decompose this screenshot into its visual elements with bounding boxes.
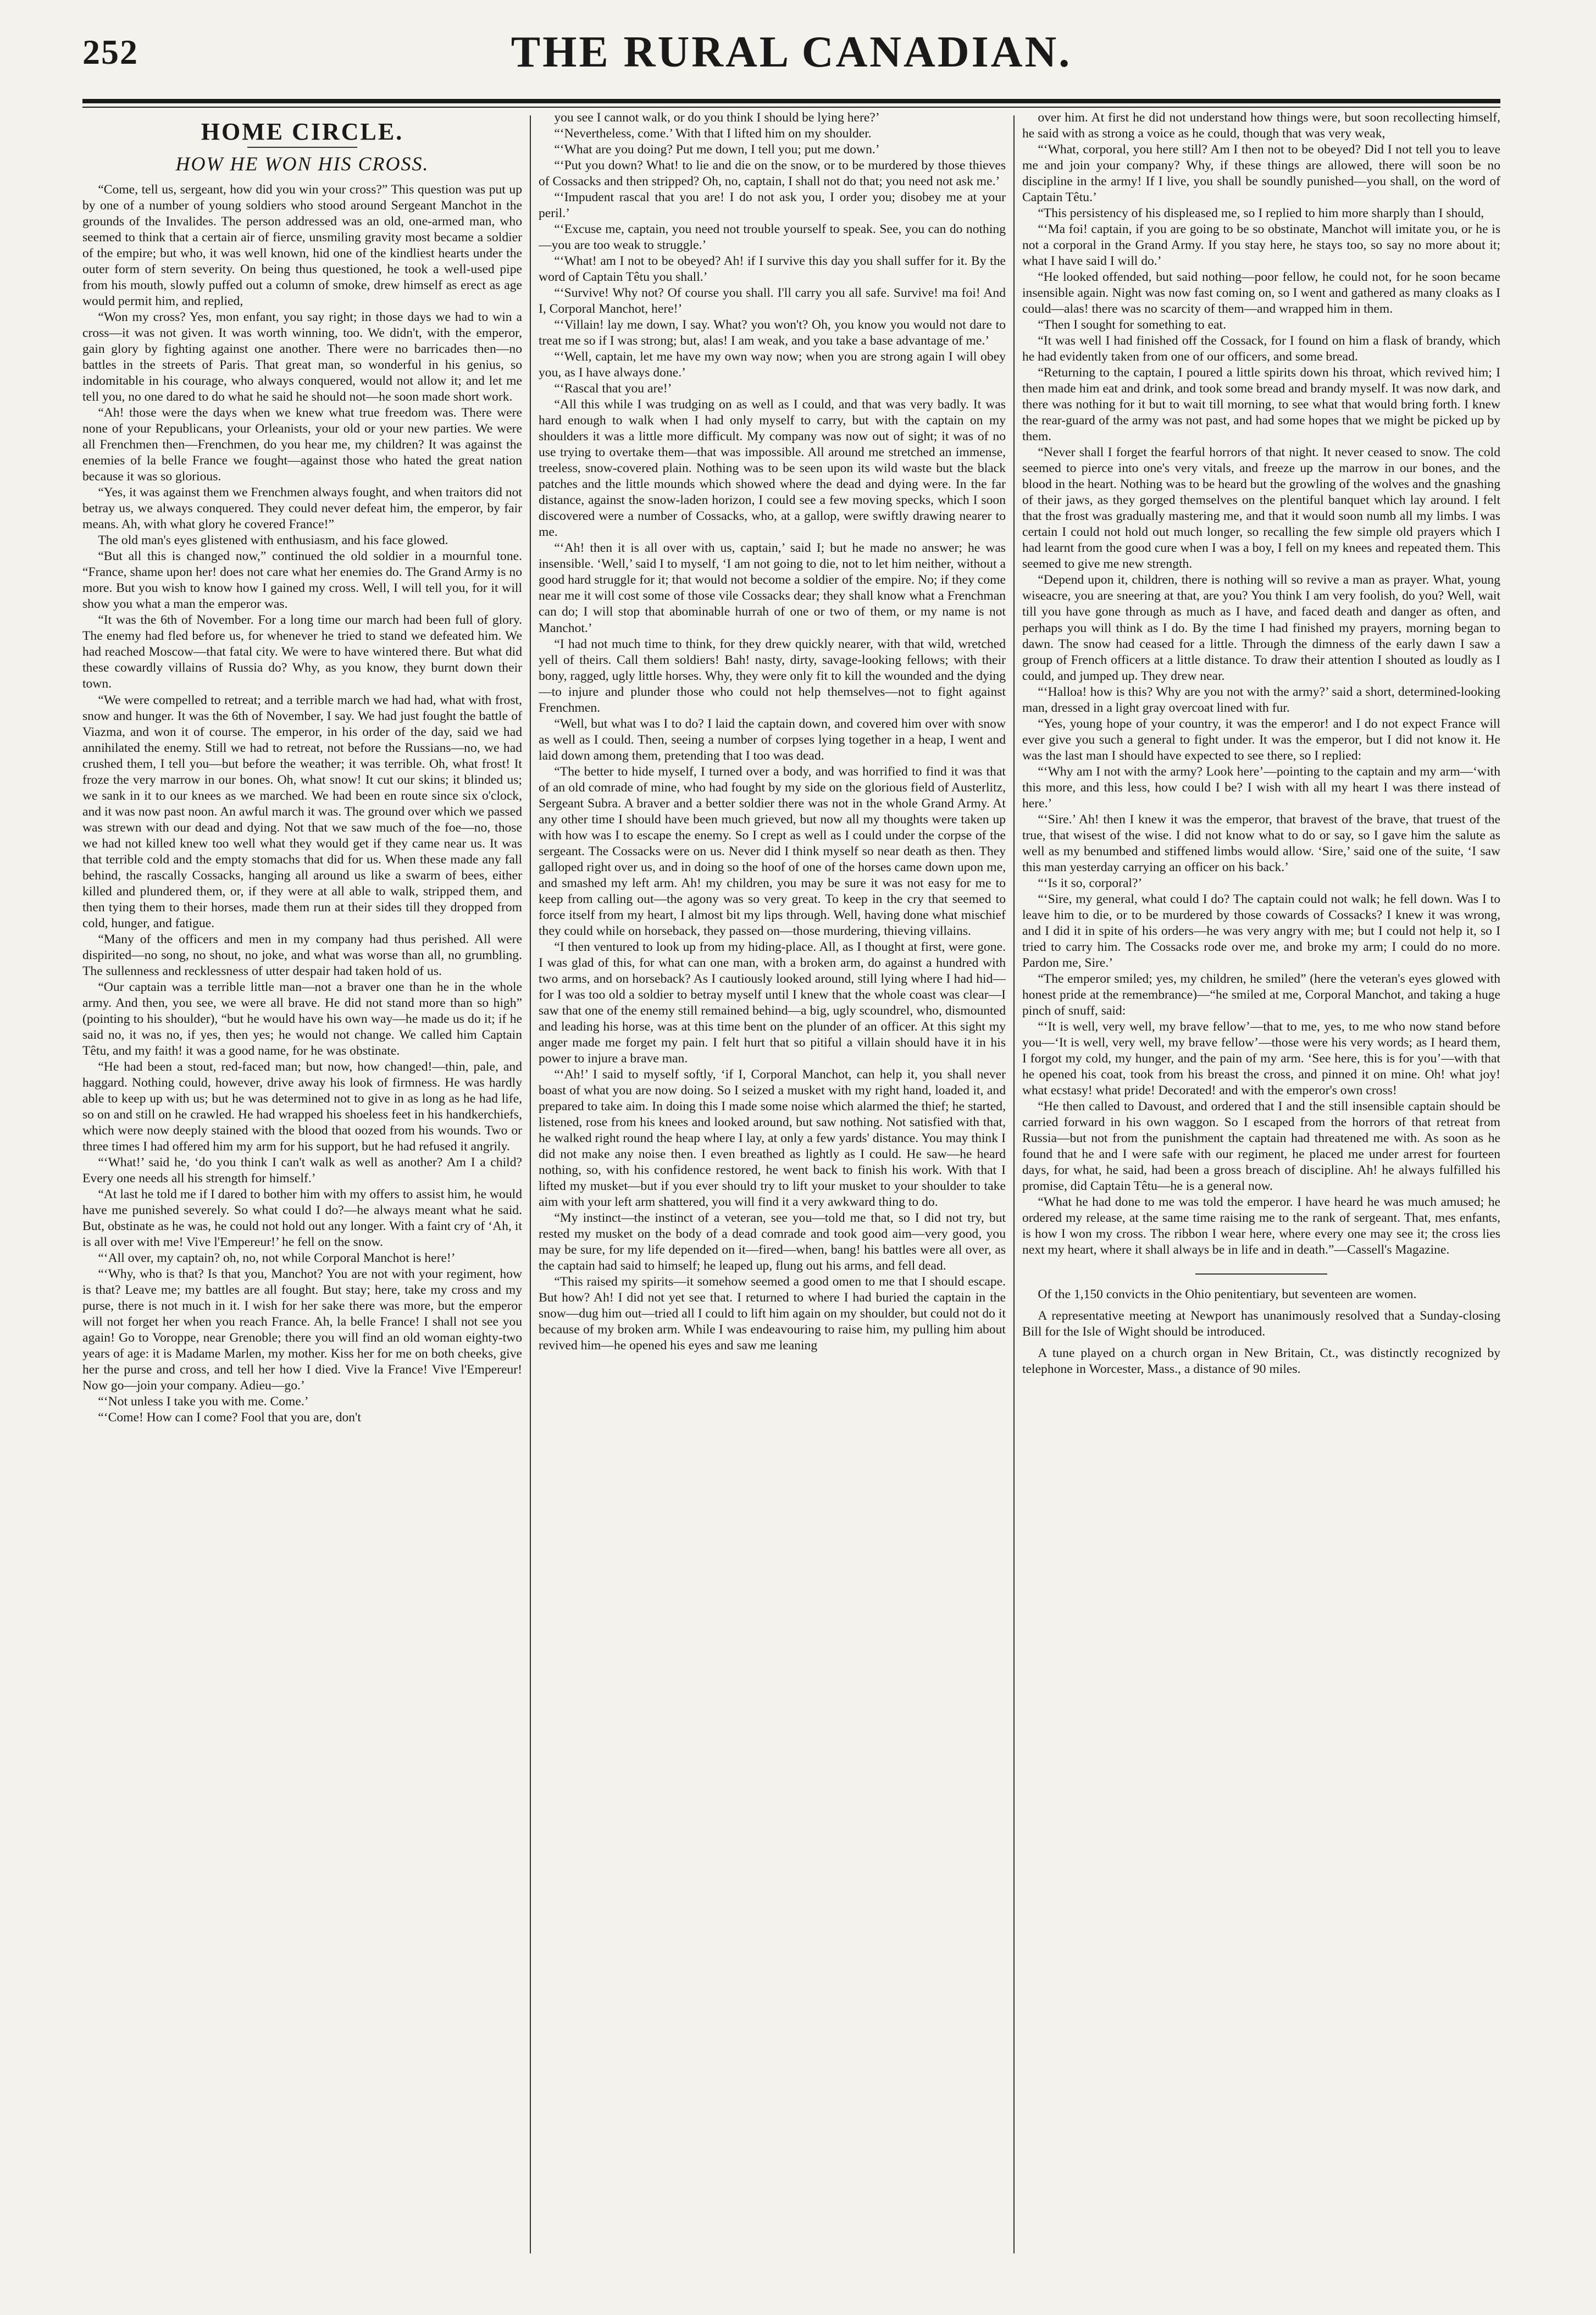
article-paragraph: “He then called to Davoust, and ordered that I and the still insensible captain should be carried forward in his own waggon. So I escaped from the horrors of that retreat from Russia—but not from the punishment the captain had threatened me with. As soon as he found that he and I were safe with our regiment, he placed me under arrest for fourteen days, for what, he said, had been a gross breach of discipline. Ah! he always fulfilled his promise, did Captain Têtu—he is a general now. (1022, 1099, 1500, 1194)
article-paragraph: “It was well I had finished off the Cossack, for I found on him a flask of brandy, which he had evidently taken from one of our officers, and some bread. (1022, 334, 1500, 364)
article-paragraph: “Yes, it was against them we Frenchmen always fought, and when traitors did not betray us, we always conquered. They could never defeat him, the emperor, by fair means. Ah, with what glory he covered France!” (82, 485, 522, 532)
masthead (82, 24, 1500, 90)
article-paragraph: “We were compelled to retreat; and a terrible march we had had, what with frost, snow and hunger. It was the 6th of November, I say. We had just fought the battle of Viazma, and won it of course. The emperor, in his order of the day, said we had annihilated the enemy. Still we had to retreat, not before the Russians—no, we had crushed them, I tell you—but before the weather; it was terrible. Oh, what frost! It froze the very marrow in our bones. Oh, what snow! It cut our skins; it blinded us; we sank in it to our knees as we marched. We had been en route since six o'clock, and it was now past noon. An awful march it was. The ground over which we passed was strewn with our dead and dying. Not that we saw much of the foe—no, those we had not killed knew too well what they would get if they came near us. It was that terrible cold and the empty stomachs that did for us. When these made any fall behind, the rascally Cossacks, hanging all around us like a swarm of bees, either killed and plundered them, or, if they were at all able to walk, stripped them, and then tying them to their horses, made them run at their sides till they dropped from cold, hunger, and fatigue. (82, 693, 522, 931)
article-paragraph: “This raised my spirits—it somehow seemed a good omen to me that I should escape. But how? Ah! I did not yet see that. I returned to where I had buried the captain in the snow—dug him out—tried all I could to lift him again on my shoulder, but could not do it because of my broken arm. While I was endeavouring to raise him, my pulling him about revived him—he opened his eyes and saw me leaning (539, 1275, 1006, 1353)
article-paragraph: “At last he told me if I dared to bother him with my offers to assist him, he would have me punished severely. So what could I do?—he always meant what he said. But, obstinate as he was, he could not hold out any longer. With a faint cry of ‘Ah, it is all over with me! Vive l'Empereur!’ he fell on the snow. (82, 1187, 522, 1250)
heading-rule (247, 147, 357, 148)
story-title: HOW HE WON HIS CROSS. (175, 153, 429, 175)
article-paragraph: The old man's eyes glistened with enthusiasm, and his face glowed. (98, 533, 448, 548)
column-divider (530, 115, 531, 2253)
article-paragraph: “Then I sought for something to eat. (1038, 318, 1226, 333)
column-2-body (539, 110, 1006, 1354)
page-number: 252 (82, 32, 138, 71)
columns-area (82, 110, 1500, 2264)
article-paragraph: “All this while I was trudging on as well as I could, and that was very badly. It was hard enough to walk when I had only myself to carry, but with the captain on my shoulders it was a little more difficult. My company was now out of sight; it was of no use trying to overtake them—that was impossible. All around me stretched an immense, treeless, snow-covered plain. Nothing was to be seen upon its wild waste but the black patches and the little mounds which showed where the dead and dying were. In the far distance, against the snow-laden horizon, I could see a few moving specks, which I soon discovered were a number of Cossacks, who, at a gallop, were swiftly drawing nearer to me. (539, 397, 1006, 540)
article-paragraph: “‘Not unless I take you with me. Come.’ (98, 1394, 309, 1409)
article-paragraph: “‘Why, who is that? Is that you, Manchot? You are not with your regiment, how is that? Leave me; my battles are all fought. But stay; here, take my cross and my purse, there is not much in it. I wish for her sake there was more, but the emperor will not forget her when you reach France. Ah, la belle France! I shall not see you again! Go to Voroppe, near Grenoble; there you will find an old woman eighty-two years of age: it is Madame Marlen, my mother. Kiss her for me on both cheeks, give her the purse and cross, and tell her how I died. Vive la France! Vive l'Empereur! Now go—join your company. Adieu—go.’ (82, 1267, 522, 1393)
article-paragraph: “I had not much time to think, for they drew quickly nearer, with that wild, wretched yell of theirs. Call them soldiers! Bah! nasty, dirty, savage-looking fellows; with their bony, ragged, ugly little horses. Why, they were only fit to kill the wounded and the dying—to injure and plunder those who could not help themselves—not to fight against Frenchmen. (539, 636, 1006, 715)
news-notes (1022, 1287, 1500, 1377)
article-paragraph: “Well, but what was I to do? I laid the captain down, and covered him over with snow as well as I could. Then, seeing a number of corpses lying together in a heap, I went and laid down among them, pretending that I too was dead. (539, 716, 1006, 763)
article-paragraph: “‘Is it so, corporal?’ (1038, 876, 1143, 890)
header-rule-thin (82, 107, 1500, 108)
article-paragraph: “‘Villain! lay me down, I say. What? you won't? Oh, you know you would not dare to treat me so if I was strong; but, alas! I am weak, and you take a base advantage of me.’ (539, 318, 1006, 348)
article-paragraph: “‘What are you doing? Put me down, I tell you; put me down.’ (554, 142, 880, 157)
article-paragraph: “He looked offended, but said nothing—poor fellow, he could not, for he soon became insensible again. Night was now fast coming on, so I went and gathered as many cloaks as I could—alas! there was no scarcity of them—and wrapped him in them. (1022, 270, 1500, 317)
article-paragraph: “Never shall I forget the fearful horrors of that night. It never ceased to snow. The cold seemed to pierce into one's very vitals, and freeze up the marrow in our bones, and the blood in the heart. Nothing was to be heard but the growling of the wolves and the gnashing of their jaws, as they gorged themselves on the plentiful banquet which lay around. I felt that the frost was gradually mastering me, and that it would soon numb all my limbs. I was certain I could not hold out much longer, so recalling the few simple old prayers which I had learnt from the good cure when I was a boy, I fell on my knees and repeated them. This seemed to give me new strength. (1022, 445, 1500, 572)
column-1 (82, 110, 522, 2264)
article-paragraph: “‘Nevertheless, come.’ With that I lifted him on my shoulder. (554, 126, 872, 141)
article-paragraph: “‘Ah! then it is all over with us, captain,’ said I; but he made no answer; he was insensible. ‘Well,’ said I to myself, ‘I am not going to die, not to let him neither, without a good hard struggle for it; that would not become a soldier of the empire. No; if they come near me it will cost some of those vile Cossacks dear; they shall know what a Frenchman can do; I will stop that abominable hurrah of one or two of them, or my name is not Manchot.’ (539, 541, 1006, 635)
header-rule-thick (82, 99, 1500, 103)
article-paragraph: “‘What! am I not to be obeyed? Ah! if I survive this day you shall suffer for it. By the word of Captain Têtu you shall.’ (539, 254, 1006, 285)
article-paragraph: “‘Rascal that you are!’ (554, 381, 672, 396)
article-paragraph: “‘Come! How can I come? Fool that you are, don't (98, 1410, 361, 1425)
article-paragraph: “This persistency of his displeased me, so I replied to him more sharply than I should, (1038, 206, 1484, 221)
article-paragraph: “It was the 6th of November. For a long time our march had been full of glory. The enemy had fled before us, for whenever he tried to stand we defeated him. We had reached Moscow—that fatal city. We were to have wintered there. But what did these cowardly villains of Russia do? Why, as you know, they burnt down their town. (82, 613, 522, 691)
article-paragraph: “‘Why am I not with the army? Look here’—pointing to the captain and my arm—‘with this more, and this less, how could I be? I wish with all my heart I was there instead of here.’ (1022, 764, 1500, 811)
news-note: A representative meeting at Newport has unanimously resolved that a Sunday-closing Bill for the Isle of Wight should be introduced. (1022, 1309, 1500, 1339)
article-paragraph: “‘Halloa! how is this? Why are you not with the army?’ said a short, determined-looking man, dressed in a light gray overcoat lined with fur. (1022, 684, 1500, 715)
column-3 (1022, 110, 1500, 2264)
article-paragraph: over him. At first he did not understand how things were, but soon recollecting himself, he said with as strong a voice as he could, though that was very weak, (1022, 110, 1500, 141)
article-paragraph: “‘It is well, very well, my brave fellow’—that to me, yes, to me who now stand before you—‘It is well, very well, my brave fellow’—those were his very words; as I heard them, I forgot my cold, my hunger, and the pain of my arm. ‘See here, this is for you’—with that he opened his coat, took from his breast the cross, and pinned it on mine. Oh! what joy! what ecstasy! what pride! Decorated! and with the emperor's own cross! (1022, 1019, 1500, 1098)
article-paragraph: “‘Survive! Why not? Of course you shall. I'll carry you all safe. Survive! ma foi! And I, Corporal Manchot, here!’ (539, 286, 1006, 317)
article-paragraph: “Come, tell us, sergeant, how did you win your cross?” This question was put up by one of a number of young soldiers who stood around Sergeant Manchot in the grounds of the Invalides. The person addressed was an old, one-armed man, who seemed to think that a certain air of fierce, unsmiling gravity most became a soldier of the empire; but who, it was well known, hid one of the kindliest hearts under the outer form of stern severity. On being thus questioned, he took a well-used pipe from his mouth, slowly puffed out a column of smoke, drew himself as erect as age would permit him, and replied, (82, 182, 522, 309)
article-paragraph: “‘All over, my captain? oh, no, not while Corporal Manchot is here!’ (98, 1251, 456, 1266)
section-heading: HOME CIRCLE. (201, 118, 404, 145)
article-paragraph: “Ah! those were the days when we knew what true freedom was. There were none of your Republicans, your Orleanists, your old or your new parties. We were all Frenchmen then—Frenchmen, do you hear me, my children? It was against the enemies of la belle France we fought—against those who hated the great nation because it was so glorious. (82, 406, 522, 484)
column-1-body (82, 182, 522, 1426)
article-paragraph: “He had been a stout, red-faced man; but now, how changed!—thin, pale, and haggard. Nothing could, however, drive away his look of firmness. He was hardly able to keep up with us; but he was determined not to give in as long as he had life, so on and still on he crawled. He had wrapped his shoeless feet in his handkerchiefs, which were now deeply stained with the blood that oozed from his wounds. Two or three times I had offered him my arm for his support, but he had refused it angrily. (82, 1059, 522, 1154)
article-paragraph: “‘Well, captain, let me have my own way now; when you are strong again I will obey you, as I have always done.’ (539, 350, 1006, 380)
article-paragraph: “‘Ma foi! captain, if you are going to be so obstinate, Manchot will imitate you, or he is not a corporal in the Grand Army. If you stay here, he stays too, so say no more about it; what I have said I will do.’ (1022, 222, 1500, 269)
article-paragraph: “‘What, corporal, you here still? Am I then not to be obeyed? Did I not tell you to leave me and join your company? Why, if these things are allowed, there will soon be no discipline in the army! If I live, you shall be soundly punished—you shall, on the word of Captain Têtu.’ (1022, 142, 1500, 205)
article-paragraph: “Yes, young hope of your country, it was the emperor! and I do not expect France will ever give you such a general to fight under. It was the emperor, but I did not know it. He was the last man I should have expected to see there, so I replied: (1022, 716, 1500, 763)
news-note: Of the 1,150 convicts in the Ohio penitentiary, but seventeen are women. (1038, 1287, 1417, 1302)
article-paragraph: “Won my cross? Yes, mon enfant, you say right; in those days we had to win a cross—it was not given. It was worth winning, too. We didn't, with the emperor, gain glory by fighting against one another. There were no barricades then—no battles in the streets of Paris. That great man, so wonderful in his genius, so indomitable in his courage, who always conquered, would not allow it; and let me tell you, no one dared to do what he said he should not—he soon made short work. (82, 310, 522, 405)
article-paragraph: “‘What!’ said he, ‘do you think I can't walk as well as another? Am I a child? Every one needs all his strength for himself.’ (82, 1155, 522, 1186)
newspaper-title: THE RURAL CANADIAN. (511, 28, 1072, 76)
article-paragraph: “Many of the officers and men in my company had thus perished. All were dispirited—no song, no shout, no joke, and what was worse than all, no grumbling. The sullenness and recklessness of utter despair had taken hold of us. (82, 932, 522, 978)
article-paragraph: “Our captain was a terrible little man—not a braver one than he in the whole army. And then, you see, we were all brave. He did not stand more than so high” (pointing to his shoulder), “but he would have his own way—he made us do it; if he said no, it was no, if yes, then yes; he would not change. We called him Captain Têtu, and my faith! it was a good name, for he was obstinate. (82, 979, 522, 1058)
article-paragraph: “‘Sire, my general, what could I do? The captain could not walk; he fell down. Was I to leave him to die, or to be murdered by those cowards of Cossacks? I knew it was wrong, and I did it in spite of his orders—he was very angry with me; but I could not help it, so I tried to carry him. The Cossacks rode over me, and broke my arm; I could do no more. Pardon me, Sire.’ (1022, 891, 1500, 970)
column-divider (1013, 115, 1015, 2253)
article-paragraph: “But all this is changed now,” continued the old soldier in a mournful tone. “France, shame upon her! does not care what her enemies do. The Grand Army is no more. But you wish to know how I gained my cross. Well, I will tell you, for it will show you what a man the emperor was. (82, 549, 522, 612)
article-paragraph: “Returning to the captain, I poured a little spirits down his throat, which revived him; I then made him eat and drink, and took some bread and brandy myself. It was now dark, and there was nothing for it but to wait till morning, to see what that would bring forth. I knew the rear-guard of the army was not past, and had some hopes that we might be picked up by them. (1022, 365, 1500, 444)
news-note: A tune played on a church organ in New Britain, Ct., was distinctly recognized by telephone in Worcester, Mass., a distance of 90 miles. (1022, 1346, 1500, 1377)
notes-separator (1195, 1273, 1327, 1275)
article-paragraph: you see I cannot walk, or do you think I should be lying here?’ (554, 110, 880, 125)
article-paragraph: “I then ventured to look up from my hiding-place. All, as I thought at first, were gone. I was glad of this, for what can one man, with a broken arm, do against a hundred with two arms, and on horseback? As I cautiously looked around, still lying where I had hid—for I was too old a soldier to betray myself until I knew that the whole coast was clear—I saw that one of the enemy still remained behind—a big, ugly scoundrel, who, dismounted and leading his horse, was at this time bent on the plunder of an officer. At this sight my anger made me forget my pain. I felt hurt that so pitiful a villain should have it in his power to injure a brave man. (539, 939, 1006, 1066)
column-2 (539, 110, 1006, 2264)
article-paragraph: “‘Ah!’ I said to myself softly, ‘if I, Corporal Manchot, can help it, you shall never boast of what you are now doing. So I seized a musket with my right hand, loaded it, and prepared to take aim. In doing this I made some noise which alarmed the thief; he started, listened, rose from his knees and looked around, but saw nothing. Not satisfied with that, he walked right round the heap where I lay, at only a few yards' distance. You may think I did not make any noise then. I even breathed as lightly as I could. He saw—he heard nothing, so, with his confidence restored, he went back to finish his work. With that I lifted my musket—but if you ever should try to lift your musket to your shoulder to take aim with your left arm shattered, you will find it a very awkward thing to do. (539, 1067, 1006, 1210)
article-paragraph: “‘Put you down? What! to lie and die on the snow, or to be murdered by those thieves of Cossacks and then stripped? Oh, no, captain, I shall not do that; you need not ask me.’ (539, 158, 1006, 189)
article-paragraph: “The better to hide myself, I turned over a body, and was horrified to find it was that of an old comrade of mine, who had fought by my side on the glorious field of Austerlitz, Sergeant Subra. A braver and a better soldier there was not in the whole Grand Army. At any other time I should have been much grieved, but now all my thoughts were taken up with how was I to escape the enemy. So I crept as well as I could under the corpse of the sergeant. The Cossacks were on us. Never did I think myself so near death as then. They galloped right over us, and in doing so the hoof of one of the horses came down upon me, and smashed my left arm. Ah! my children, you may be sure it was not easy for me to keep from calling out—the agony was so very great. To keep in the cry that seemed to force itself from my heart, I almost bit my lips through. Well, having done what mischief they could while on horseback, they passed on—those murdering, thieving villains. (539, 764, 1006, 938)
article-paragraph: “Depend upon it, children, there is nothing will so revive a man as prayer. What, young wiseacre, you are sneering at that, are you? You think I am very foolish, do you? Well, wait till you have gone through as much as I have, and faced death and danger as often, and perhaps you will think as I do. By the time I had finished my prayers, morning began to dawn. The snow had ceased for a little. Through the dimness of the early dawn I saw a group of French officers at a little distance. To draw their attention I shouted as loudly as I could, and jumped up. They drew near. (1022, 573, 1500, 683)
article-paragraph: “My instinct—the instinct of a veteran, see you—told me that, so I did not try, but rested my musket on the body of a dead comrade and took good aim—very good, you may be sure, for my life depended on it—fired—when, bang! his battles were all over, as the captain had said to himself; he leaped up, flung out his arms, and fell dead. (539, 1211, 1006, 1273)
column-3-body (1022, 110, 1500, 1258)
article-paragraph: “‘Impudent rascal that you are! I do not ask you, I order you; disobey me at your peril.’ (539, 190, 1006, 221)
article-paragraph: “‘Excuse me, captain, you need not trouble yourself to speak. See, you can do nothing—you are too weak to struggle.’ (539, 222, 1006, 253)
article-paragraph: “The emperor smiled; yes, my children, he smiled” (here the veteran's eyes glowed with honest pride at the remembrance)—“he smiled at me, Corporal Manchot, and taking a huge pinch of snuff, said: (1022, 971, 1500, 1018)
article-paragraph: “What he had done to me was told the emperor. I have heard he was much amused; he ordered my release, at the same time raising me to the rank of sergeant. That, mes enfants, is how I won my cross. The ribbon I wear here, where every one may see it; the cross lies next my heart, where it shall always be in life and in death.”—Cassell's Magazine. (1022, 1195, 1500, 1258)
article-paragraph: “‘Sire.’ Ah! then I knew it was the emperor, that bravest of the brave, that truest of the true, that wisest of the wise. I did not know what to do or say, so I gave him the salute as well as my benumbed and stiffened limbs would allow. ‘Sire,’ said one of the suite, ‘I saw this man yesterday carrying an officer on his back.’ (1022, 812, 1500, 874)
